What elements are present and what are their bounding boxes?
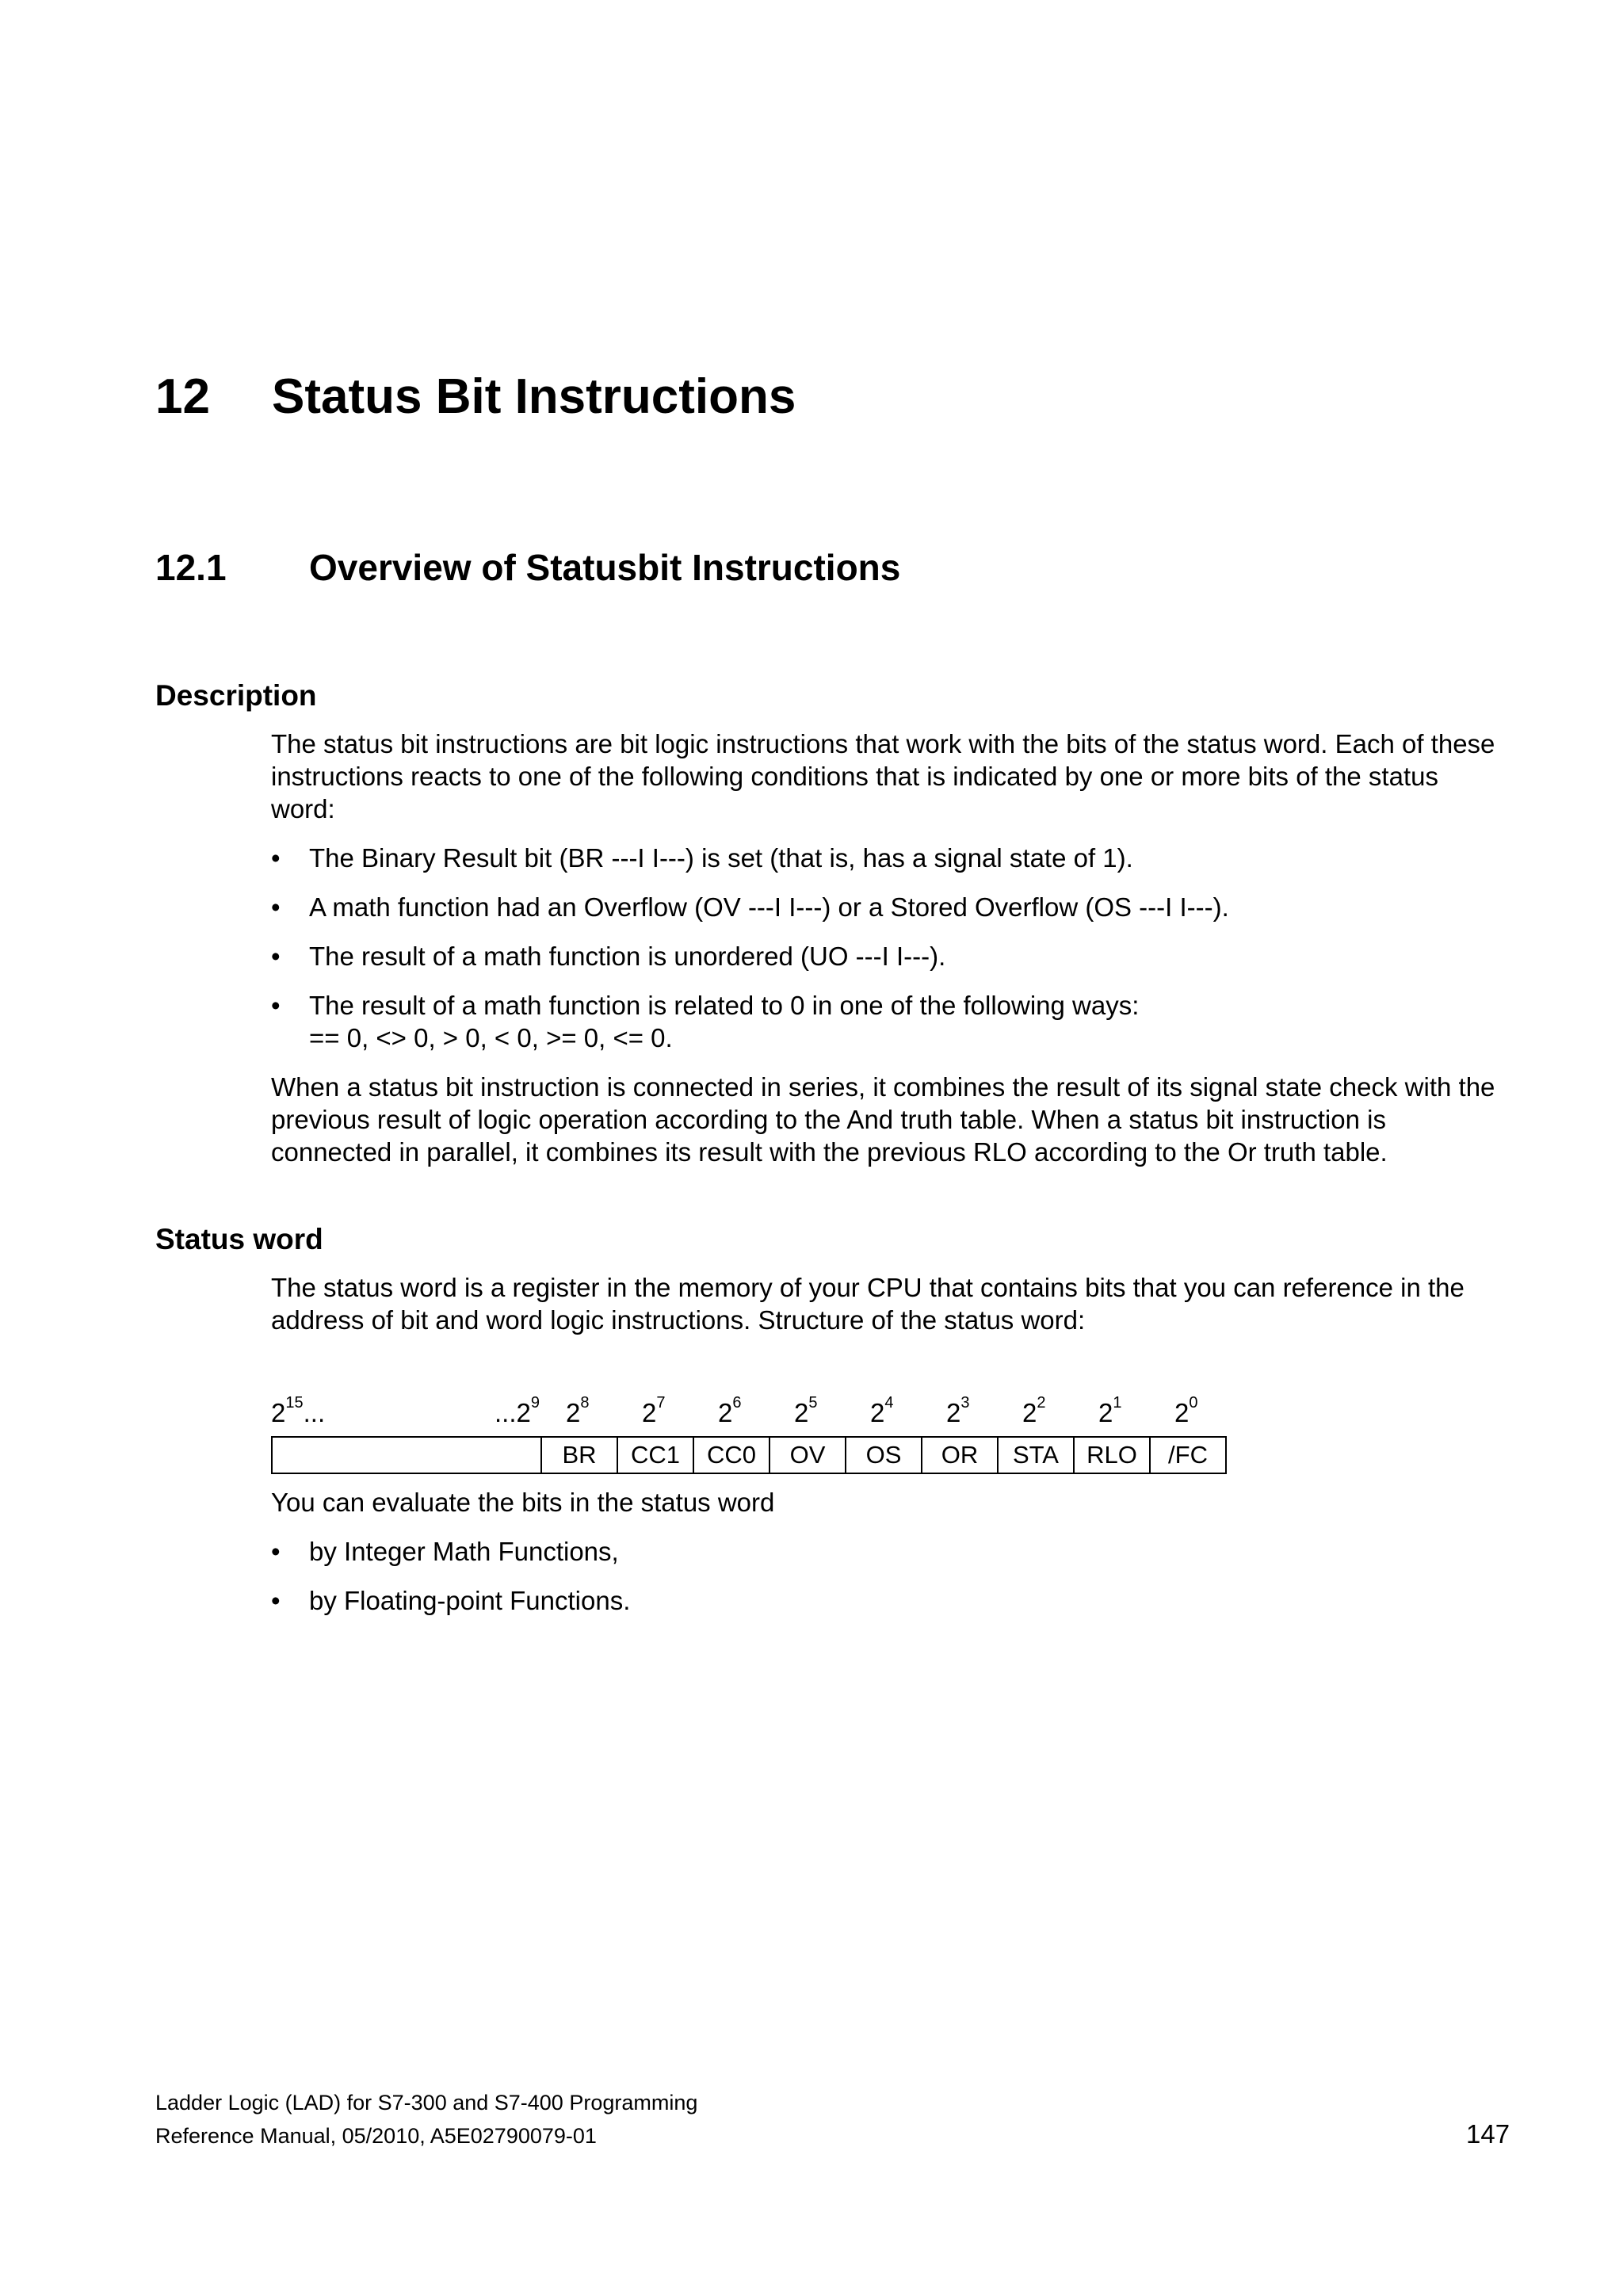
bit-exponent-label: ...2$^9$: [495, 1394, 540, 1427]
bit-exponent-label: $2^5$: [794, 1394, 818, 1427]
bit-exponent-label: $2^2$: [1022, 1394, 1046, 1427]
evaluate-list: [271, 1535, 1507, 1617]
bit-position-row: [271, 1393, 1241, 1427]
bit-exponent-label: $2^8$: [566, 1394, 590, 1427]
status-bit-cell: RLO: [1074, 1437, 1150, 1473]
evaluate-section: [271, 1486, 1507, 1617]
chapter-title-text: Status Bit Instructions: [272, 369, 796, 424]
bit-exponent-label: $2^4$: [870, 1394, 894, 1427]
status-bit-cell: CC1: [617, 1437, 693, 1473]
description-closing: When a status bit instruction is connected in series, it combines the result of its signal state check with the previous result of logic operation according to the And truth table. When a status bit instruction is connected in parallel, it combines its result with the previous RLO according to the Or truth table.: [271, 1072, 1495, 1167]
status-bit-cell: STA: [998, 1437, 1074, 1473]
status-word-row: [272, 1437, 1226, 1473]
condition-list: [271, 842, 1507, 1054]
description-intro: The status bit instructions are bit logic instructions that work with the bits of the status word. Each of these instructions reacts to one of the following conditions that is indicated by one or more bits of the status word:: [271, 729, 1495, 823]
bit-exponent-label: $2^{15}$...: [271, 1394, 326, 1427]
status-bit-cell: OR: [922, 1437, 998, 1473]
evaluate-item: • by Integer Math Functions,: [271, 1537, 619, 1566]
reserved-bits-cell: [272, 1437, 541, 1473]
status-word-table: [271, 1436, 1227, 1474]
evaluate-item: • by Floating-point Functions.: [271, 1586, 631, 1615]
bit-exponent-label: $2^7$: [642, 1394, 666, 1427]
description-body: [271, 728, 1507, 1168]
status-bit-cell: /FC: [1150, 1437, 1226, 1473]
chapter-number: 12: [155, 369, 210, 424]
status-bit-cell: CC0: [693, 1437, 769, 1473]
footer-manual-title: Ladder Logic (LAD) for S7-300 and S7-400 Programming: [155, 2091, 698, 2115]
status-word-heading: Status word: [155, 1223, 323, 1255]
section-title: [155, 549, 900, 586]
status-bit-cell: BR: [541, 1437, 617, 1473]
evaluate-text: You can evaluate the bits in the status word: [271, 1488, 775, 1517]
bit-exponent-label: $2^1$: [1098, 1394, 1122, 1427]
comparison-operators: == 0, <> 0, > 0, < 0, >= 0, <= 0.: [309, 1023, 673, 1052]
status-word-intro: The status word is a register in the memory of your CPU that contains bits that you can reference in the address of bit and word logic instructions. Structure of the status word:: [271, 1273, 1465, 1335]
status-bit-cell: OV: [769, 1437, 846, 1473]
condition-item: • A math function had an Overflow (OV ---I I---) or a Stored Overflow (OS ---I I---).: [271, 892, 1229, 922]
status-bit-cell: OS: [846, 1437, 922, 1473]
section-number: 12.1: [155, 547, 227, 588]
description-heading: Description: [155, 679, 317, 712]
bit-exponent-label: $2^0$: [1174, 1394, 1198, 1427]
bit-exponent-label: $2^3$: [946, 1394, 970, 1427]
condition-item: • The result of a math function is related to 0 in one of the following ways: == 0, <> 0, > 0, < 0, >= 0, <= 0.: [271, 991, 1140, 1052]
footer-manual-info: Reference Manual, 05/2010, A5E02790079-01: [155, 2124, 597, 2148]
page-number: 147: [1466, 2119, 1510, 2149]
condition-item: • The Binary Result bit (BR ---I I---) is set (that is, has a signal state of 1).: [271, 843, 1133, 873]
bit-exponent-label: $2^6$: [718, 1394, 742, 1427]
chapter-title: [155, 369, 796, 424]
condition-item: • The result of a math function is unordered (UO ---I I---).: [271, 942, 946, 971]
section-title-text: Overview of Statusbit Instructions: [309, 547, 901, 588]
